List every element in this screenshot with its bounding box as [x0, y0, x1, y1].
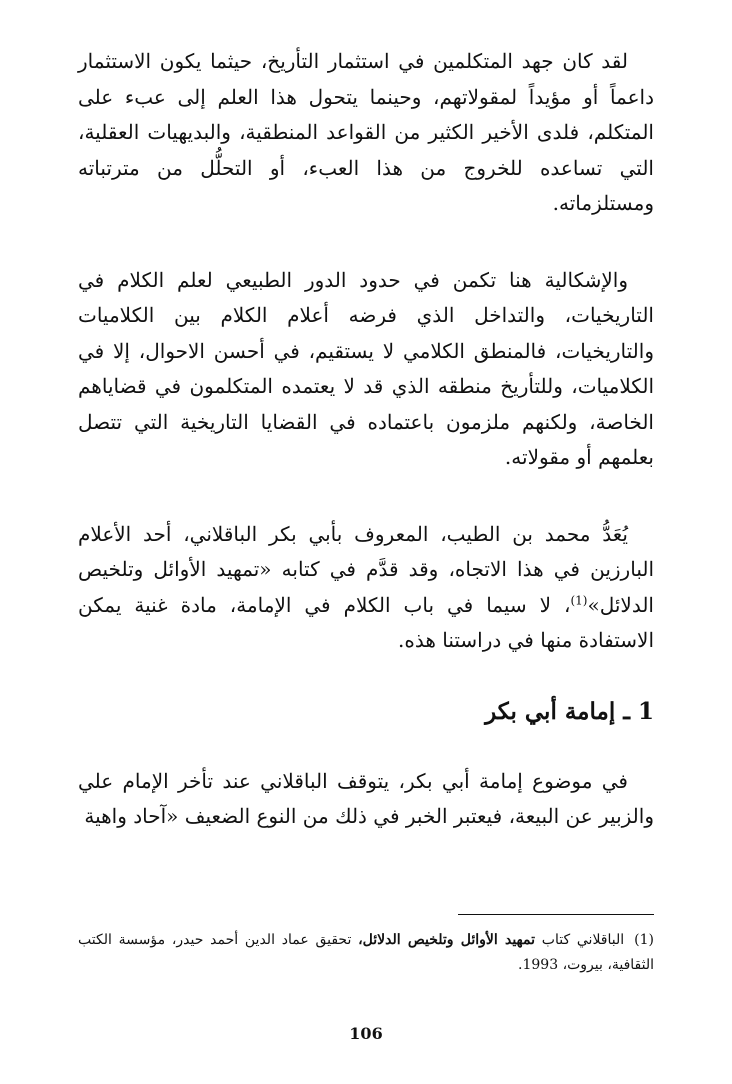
section-heading: 1 ـ إمامة أبي بكر: [485, 697, 654, 725]
paragraph-3-text: يُعَدُّ محمد بن الطيب، المعروف بأبي بكر الباقلاني، أحد الأعلام البارزين في هذا الاتجاه، وقد قدَّم في كتابه «تمهيد الأوائل وتلخيص الدلائل»: [78, 521, 654, 617]
footnote-book-title: تمهيد الأوائل وتلخيص الدلائل،: [358, 932, 535, 948]
footnote-author: الباقلاني كتاب: [541, 932, 625, 948]
footnote: [78, 928, 654, 978]
footnote-number: (1): [634, 932, 655, 948]
page-number: 106: [349, 1024, 383, 1043]
paragraph-3: [78, 517, 654, 659]
footnote-divider: [458, 914, 654, 915]
paragraph-3-text-end: ، لا سيما في باب الكلام في الإمامة، مادة غنية يمكن الاستفادة منها في دراستنا هذه.: [78, 592, 654, 652]
paragraph-2: والإشكالية هنا تكمن في حدود الدور الطبيعي لعلم الكلام في التاريخيات، والتداخل الذي فرضه أعلام الكلام بين الكلاميات والتاريخيات، فالمنطق الكلامي لا يستقيم، في أحسن الاحوال، إلا في الكلاميات، وللتأريخ منطقه الذي قد لا يعتمده المتكلمون في قضاياهم الخاصة، ولكنهم ملزمون باعتماده في القضايا التاريخية التي تتصل بعلمهم أو مقولاته.: [78, 267, 654, 469]
footnote-details: تحقيق عماد الدين أحمد حيدر، مؤسسة الكتب الثقافية، بيروت، 1993.: [78, 932, 654, 973]
paragraph-1: لقد كان جهد المتكلمين في استثمار التأريخ، حيثما يكون الاستثمار داعماً أو مؤيداً لمقولاتهم، وحينما يتحول هذا العلم إلى عبء على المتكلم، فلدى الأخير الكثير من القواعد المنطقية، والبديهيات العقلية، التي تساعده للخروج من هذا العبء، أو التحلُّل من مترتباته ومستلزماته.: [78, 49, 654, 215]
paragraph-4: في موضوع إمامة أبي بكر، يتوقف الباقلاني عند تأخر الإمام علي والزبير عن البيعة، فيعتبر الخبر في ذلك من النوع الضعيف «آحاد واهية: [78, 768, 654, 828]
page-body: [78, 44, 654, 835]
footnote-reference[interactable]: (1): [570, 592, 588, 607]
